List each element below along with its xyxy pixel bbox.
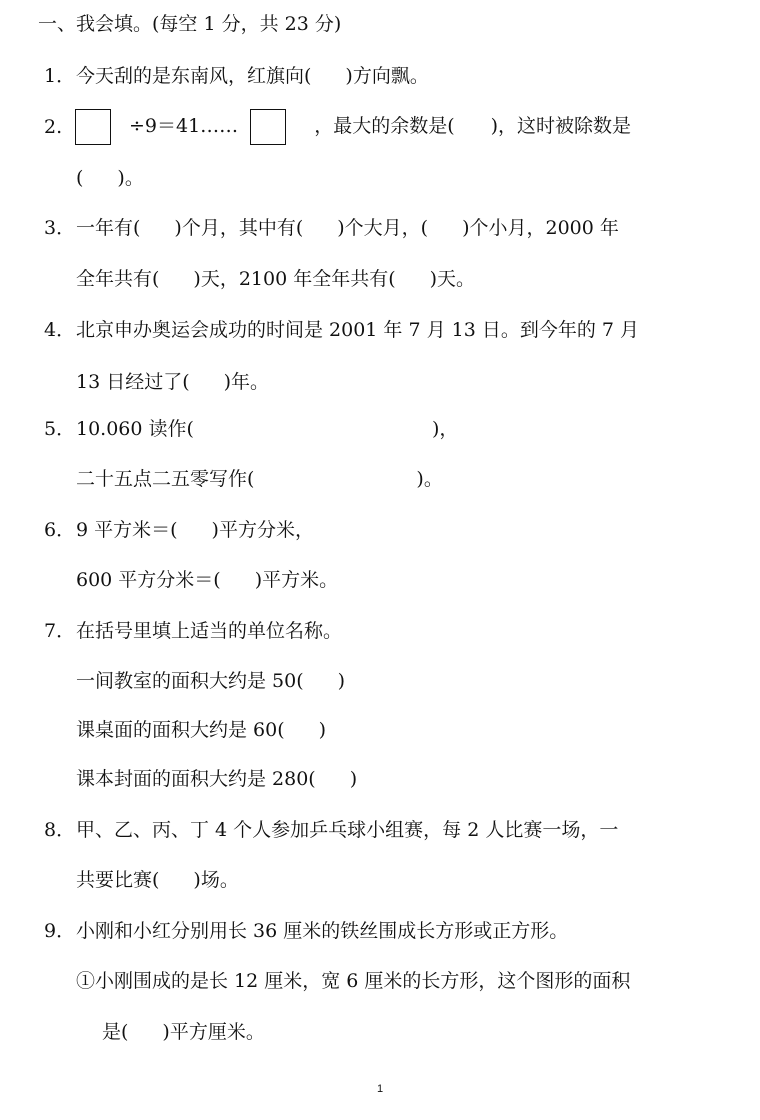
question-8-line-1: 甲、乙、丙、丁 4 个人参加乒乓球小组赛，每 2 人比赛一场，一 (76, 819, 619, 841)
question-2-text (75, 109, 631, 145)
question-5-text-c: 二十五点二五零写作( (76, 468, 255, 490)
question-8-text-b: )场。 (193, 869, 239, 891)
question-3-text-f: )天，2100 年全年共有( (193, 268, 396, 290)
question-8-line-2-text (76, 868, 239, 892)
question-1-text (76, 64, 429, 88)
question-9-text-a: 是( (102, 1021, 129, 1043)
question-3-text-g: )天。 (429, 268, 476, 290)
section-title-text: 一、我会填。(每空 1 分，共 23 分) (38, 13, 342, 35)
question-9-line-2: ①小刚围成的是长 12 厘米，宽 6 厘米的长方形，这个图形的面积 (76, 970, 631, 992)
page-number: 1 (376, 1083, 384, 1095)
question-6-text-b: )平方分米， (211, 519, 314, 541)
question-6-text-d: )平方米。 (254, 569, 339, 591)
question-7-text-f: ) (349, 768, 358, 790)
remainder-answer-box[interactable] (250, 109, 286, 145)
question-7-line-3-text (76, 718, 326, 742)
question-7-text-e: 课本封面的面积大约是 280( (76, 768, 316, 790)
question-9-text-b: )平方厘米。 (162, 1021, 265, 1043)
question-5-text-a: 10.060 读作( (76, 418, 194, 440)
question-2-text-c: )，这时被除数是 (490, 115, 632, 137)
question-1-number: 1． (44, 65, 76, 87)
question-1-text-b: )方向飘。 (345, 65, 429, 87)
question-4-text-a: 13 日经过了( (76, 371, 190, 393)
question-2-text-d: ( (76, 167, 84, 189)
question-3-line-2-text (76, 267, 475, 291)
question-9-line-1: 小刚和小红分别用长 36 厘米的铁丝围成长方形或正方形。 (76, 920, 569, 942)
question-6-line-1 (76, 518, 314, 542)
question-7-text-d: ) (318, 719, 327, 741)
question-6-number: 6． (44, 519, 76, 541)
question-5-text-d: )。 (416, 468, 443, 490)
question-9-line-3-text (102, 1020, 265, 1044)
question-2-number: 2. (44, 116, 63, 138)
dividend-answer-box[interactable] (75, 109, 111, 145)
question-5-number: 5． (44, 418, 76, 440)
question-3-text-e: 全年共有( (76, 268, 160, 290)
question-4-text-b: )年。 (223, 371, 270, 393)
question-3-text-a: 一年有( (76, 217, 141, 239)
question-4-line-1: 北京申办奥运会成功的时间是 2001 年 7 月 13 日。到今年的 7 月 (76, 319, 640, 341)
question-5-line-2-text (76, 467, 443, 491)
question-7-text-b: ) (337, 670, 346, 692)
question-6-line-2-text (76, 568, 338, 592)
question-7-text-a: 一间教室的面积大约是 50( (76, 670, 304, 692)
question-7-line-1: 在括号里填上适当的单位名称。 (76, 620, 343, 642)
question-9-number: 9． (44, 920, 76, 942)
question-1-text-a: 今天刮的是东南风，红旗向( (76, 65, 312, 87)
question-2-text-a: ÷9＝41…… (129, 115, 239, 137)
question-3-number: 3． (44, 217, 76, 239)
question-2-text-b: ，最大的余数是( (314, 115, 455, 137)
question-3-text-d: )个小月，2000 年 (462, 217, 619, 239)
question-7-number: 7． (44, 620, 76, 642)
question-2-line-2-text (76, 166, 144, 190)
question-4-number: 4． (44, 319, 76, 341)
question-2-text-e: )。 (117, 167, 144, 189)
question-7-text-c: 课桌面的面积大约是 60( (76, 719, 285, 741)
question-4-line-2-text (76, 370, 269, 394)
question-3-text-c: )个大月，( (337, 217, 429, 239)
question-5-text-b: )， (431, 418, 459, 440)
question-3-text-b: )个月，其中有( (174, 217, 304, 239)
question-8-number: 8． (44, 819, 76, 841)
question-5-line-1 (76, 417, 458, 441)
question-7-line-4-text (76, 767, 357, 791)
question-6-text-c: 600 平方分米＝( (76, 569, 221, 591)
question-7-line-2-text (76, 669, 345, 693)
question-8-text-a: 共要比赛( (76, 869, 160, 891)
question-3-line-1 (76, 216, 619, 240)
question-6-text-a: 9 平方米＝( (76, 519, 178, 541)
